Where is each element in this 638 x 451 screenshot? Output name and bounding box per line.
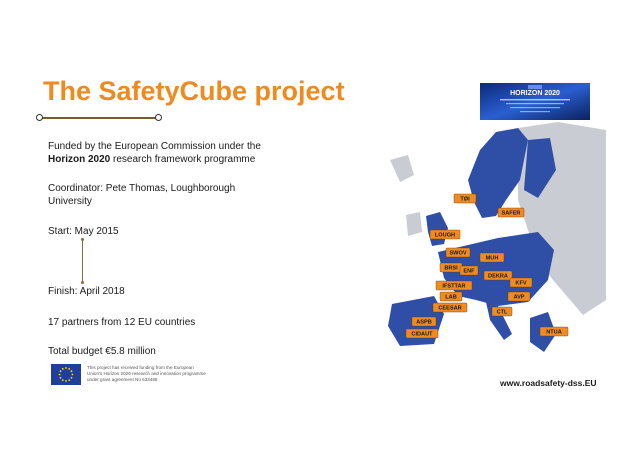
partner-label-toi (454, 194, 476, 203)
partner-label-dekra (484, 271, 512, 280)
partner-label-enf (460, 266, 478, 275)
timeline-bottom-dot (81, 281, 84, 284)
funding-notice: This project has received funding from the European Union's Horizon 2020 research and innovation programme under grant agreement No 633485 (87, 365, 206, 383)
svg-text:KFV: KFV (515, 280, 527, 287)
svg-text:SWOV: SWOV (449, 250, 467, 257)
eu-flag-icon (51, 364, 81, 385)
coordinator-line-1: Coordinator: Pete Thomas, Loughborough (48, 183, 236, 194)
partner-label-ifsttar (436, 281, 472, 290)
rule-end-dot (155, 114, 162, 121)
partner-label-lough (430, 230, 460, 239)
svg-text:IFSTTAR: IFSTTAR (442, 283, 466, 290)
partner-label-cidaut (406, 329, 438, 338)
partner-label-muh (480, 253, 504, 262)
funded-line-1: Funded by the European Commission under the (48, 141, 261, 152)
svg-text:CTL: CTL (496, 309, 508, 316)
partner-label-swov (446, 248, 470, 257)
partner-label-avp (508, 292, 530, 301)
svg-text:SAFER: SAFER (501, 210, 521, 217)
finish-date: Finish: April 2018 (48, 286, 125, 297)
horizon-title: HORIZON 2020 (510, 90, 560, 97)
horizon-bold: Horizon 2020 (48, 154, 111, 165)
svg-text:LOUGH: LOUGH (434, 232, 456, 239)
svg-text:DEKRA: DEKRA (488, 273, 508, 280)
partner-label-aspb (412, 317, 436, 326)
svg-text:LAB: LAB (445, 294, 457, 301)
horizon-2020-logo (480, 83, 590, 121)
partner-label-ceesar (433, 303, 467, 312)
funded-line-2 (48, 153, 255, 166)
partner-label-ctl (492, 307, 512, 316)
svg-text:NTUA: NTUA (546, 329, 562, 336)
slide-title: The SafetyCube project (43, 76, 345, 106)
website-url: www.roadsafety-dss.EU (500, 378, 597, 388)
svg-text:CEESAR: CEESAR (438, 305, 462, 312)
partner-label-safer (498, 208, 524, 217)
partners-count: 17 partners from 12 EU countries (48, 317, 196, 328)
partner-label-lab (440, 292, 462, 301)
svg-text:AVP: AVP (513, 294, 525, 301)
partner-label-brsi (440, 263, 462, 272)
start-date: Start: May 2015 (48, 226, 119, 237)
svg-text:ENF: ENF (463, 268, 475, 275)
partner-label-ntua (540, 327, 568, 336)
svg-text:ASPB: ASPB (416, 319, 432, 326)
svg-text:BRSI: BRSI (444, 265, 458, 272)
timeline-line (82, 240, 83, 282)
ireland-shape (406, 212, 422, 236)
svg-text:CIDAUT: CIDAUT (411, 331, 433, 338)
title-rule (38, 117, 158, 119)
svg-text:MUH: MUH (485, 255, 499, 262)
total-budget: Total budget €5.8 million (48, 346, 156, 357)
europe-map (378, 120, 606, 375)
coordinator-line-2: University (48, 196, 92, 207)
partner-label-kfv (510, 278, 532, 287)
rule-start-dot (36, 114, 43, 121)
funded-rest: research framework programme (110, 154, 256, 165)
svg-text:TØI: TØI (460, 196, 470, 203)
